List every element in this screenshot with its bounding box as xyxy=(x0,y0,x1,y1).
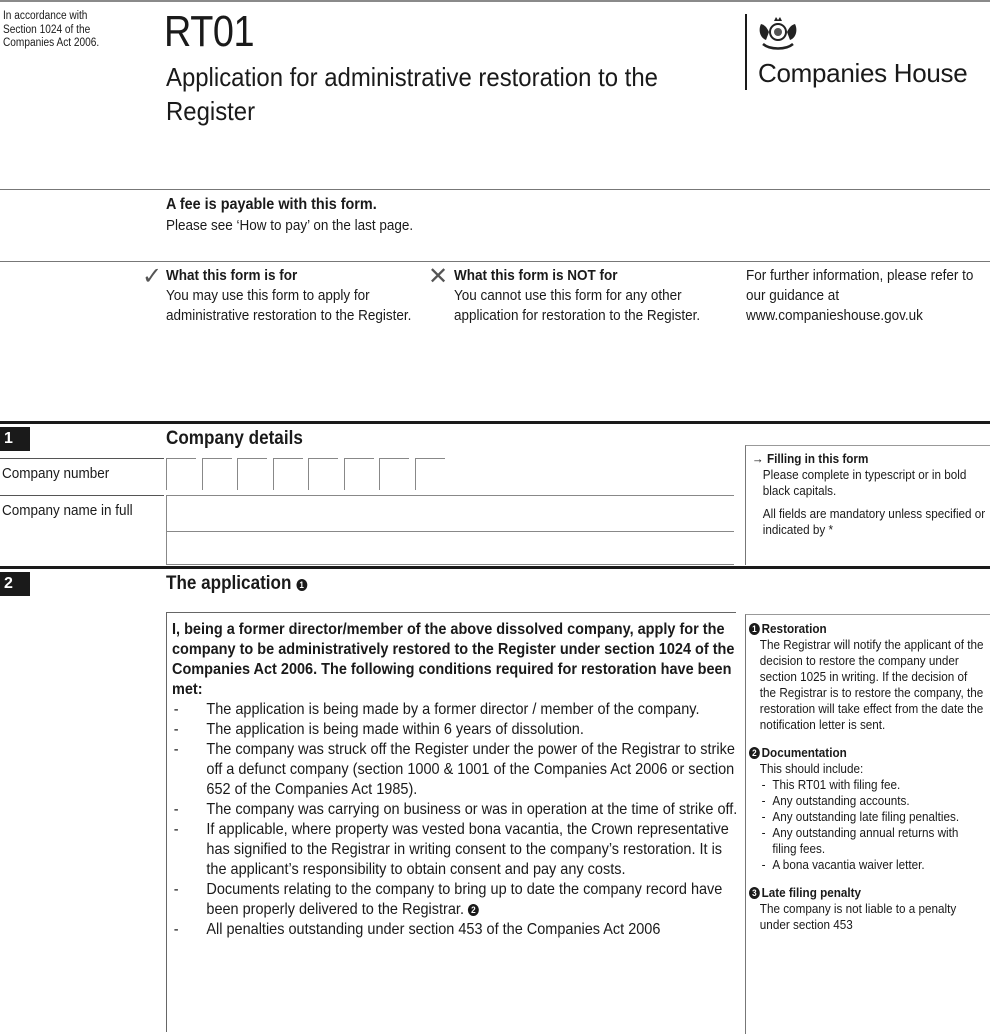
section-1-title: Company details xyxy=(166,428,303,449)
application-statement xyxy=(172,620,742,940)
company-number-digit-7[interactable] xyxy=(379,458,409,490)
company-name-label: Company name in full xyxy=(2,502,133,519)
documentation-list xyxy=(749,777,985,873)
companies-house-logo xyxy=(745,10,990,90)
conditions-list xyxy=(172,700,742,940)
top-rule xyxy=(0,0,990,2)
company-number-digit-5[interactable] xyxy=(308,458,338,490)
condition-item: - The application is being made within 6 years of dissolution. xyxy=(172,720,742,740)
company-number-digit-6[interactable] xyxy=(344,458,374,490)
condition-item: - The application is being made by a former director / member of the company. xyxy=(172,700,742,720)
note-late-filing-body: The company is not liable to a penalty under section 453 xyxy=(759,901,957,932)
row-divider xyxy=(0,495,164,496)
form-code: RT01 xyxy=(164,7,255,56)
filling-guidance xyxy=(752,451,986,538)
note-2-marker-icon: 2 xyxy=(468,904,479,916)
logo-divider xyxy=(745,14,747,90)
note-2-icon: 2 xyxy=(749,747,760,759)
note-documentation-title: Documentation xyxy=(761,745,847,760)
section-2-title-text: The application xyxy=(166,573,292,594)
company-name-input-line-1[interactable] xyxy=(166,495,734,531)
note-late-filing-title: Late filing penalty xyxy=(761,885,862,900)
documentation-item: - Any outstanding annual returns with filing fees. xyxy=(760,825,985,857)
arrow-right-icon: → xyxy=(752,451,767,466)
note-1-marker-icon: 1 xyxy=(296,579,307,591)
note-documentation-body: This should include: xyxy=(759,761,864,776)
application-notes xyxy=(749,621,985,933)
documentation-item: - A bona vacantia waiver letter. xyxy=(760,857,985,873)
note-1-icon: 1 xyxy=(749,623,760,635)
fee-notice-subtitle: Please see ‘How to pay’ on the last page. xyxy=(166,217,414,234)
company-number-digit-1[interactable] xyxy=(166,458,196,490)
divider xyxy=(0,261,990,262)
section-1-number: 1 xyxy=(0,427,30,451)
check-icon: ✓ xyxy=(142,263,163,290)
company-number-digit-4[interactable] xyxy=(273,458,303,490)
fee-notice-title: A fee is payable with this form. xyxy=(166,196,377,213)
filling-guidance-para-1: Please complete in typescript or in bold black capitals. xyxy=(762,467,967,498)
row-divider xyxy=(0,458,164,459)
form-title: Application for administrative restoration to the Register xyxy=(166,62,658,126)
company-number-digit-8[interactable] xyxy=(415,458,445,490)
form-not-for xyxy=(454,266,715,326)
further-info: For further information, please refer to our guidance at www.companieshouse.gov.uk xyxy=(746,267,974,324)
company-number-digit-3[interactable] xyxy=(237,458,267,490)
logo-text: Companies House xyxy=(758,58,968,88)
divider xyxy=(0,189,990,190)
company-number-label: Company number xyxy=(2,465,110,482)
cross-icon: ✕ xyxy=(428,263,449,290)
note-restoration-body: The Registrar will notify the applicant of the decision to restore the company under section 1025 in writing. If the decision of the Registrar is to restore the company, the restoration will take effect from the date the notification letter is sent. xyxy=(759,637,984,732)
company-number-digit-2[interactable] xyxy=(202,458,232,490)
note-restoration-title: Restoration xyxy=(761,621,827,636)
note-3-icon: 3 xyxy=(749,887,760,899)
condition-item: - The company was carrying on business or was in operation at the time of strike off. xyxy=(172,800,742,820)
documentation-item: - Any outstanding accounts. xyxy=(760,793,985,809)
form-not-for-body: You cannot use this form for any other application for restoration to the Register. xyxy=(454,287,701,324)
company-number-input[interactable] xyxy=(166,458,456,492)
royal-crest-icon xyxy=(755,12,801,52)
filling-guidance-title: Filling in this form xyxy=(766,451,869,466)
section-1-rule xyxy=(0,421,990,424)
form-purpose-title: What this form is for xyxy=(166,267,298,284)
form-not-for-title: What this form is NOT for xyxy=(454,267,618,284)
company-name-input-line-2[interactable] xyxy=(166,531,734,565)
documentation-item: - Any outstanding late filing penalties. xyxy=(760,809,985,825)
form-purpose xyxy=(166,266,427,326)
condition-item: - The company was struck off the Register under the power of the Registrar to strike off a defunct company (section 1000 & 1001 of the Companies Act 2006 or section 652 of the Companies Act 1985). xyxy=(172,740,742,800)
condition-item: - All penalties outstanding under section 453 of the Companies Act 2006 xyxy=(172,920,742,940)
section-2-rule xyxy=(0,566,990,569)
application-intro: I, being a former director/member of the above dissolved company, apply for the company to be administratively restored to the Register under section 1024 of the Companies Act 2006. The following conditions required for restoration have been met: xyxy=(172,621,735,698)
section-2-title xyxy=(166,573,309,595)
form-purpose-body: You may use this form to apply for administrative restoration to the Register. xyxy=(166,287,412,324)
documentation-item: - This RT01 with filing fee. xyxy=(760,777,985,793)
filling-guidance-para-2: All fields are mandatory unless specified or indicated by * xyxy=(762,506,986,537)
legal-basis-note: In accordance with Section 1024 of the Companies Act 2006. xyxy=(3,10,100,49)
section-2-number: 2 xyxy=(0,572,30,596)
condition-text: Documents relating to the company to bring up to date the company record have been properly delivered to the Registrar. xyxy=(206,881,723,918)
condition-item xyxy=(172,880,742,920)
condition-item: - If applicable, where property was vested bona vacantia, the Crown representative has signified to the Registrar in writing consent to the company’s restoration. It is the applicant’s responsibility to obtain consent and pay any costs. xyxy=(172,820,742,880)
